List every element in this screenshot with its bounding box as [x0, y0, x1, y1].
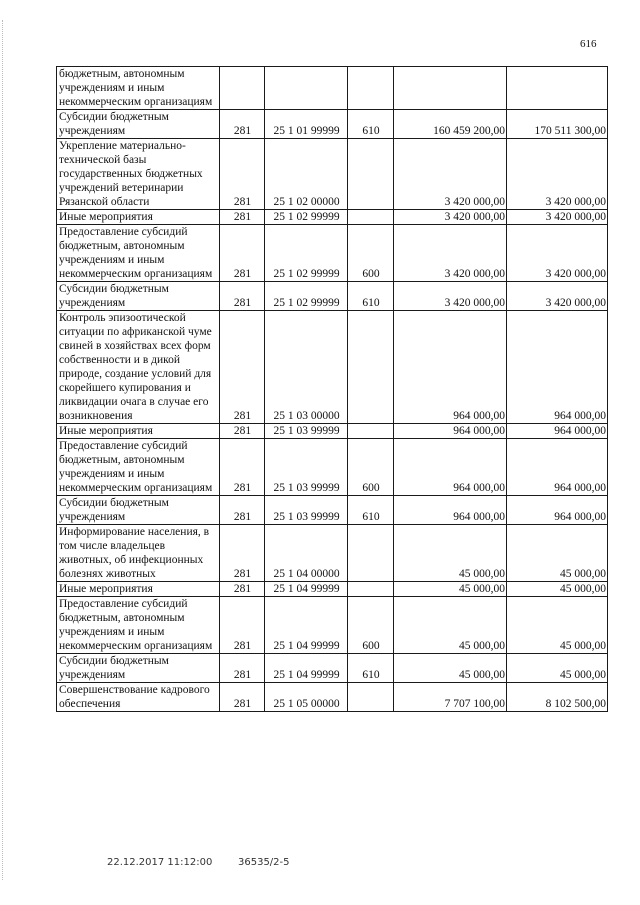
row-sum-2018-cell: 45 000,00: [394, 654, 507, 683]
budget-table-body: [57, 67, 608, 712]
row-vr-cell: [348, 210, 394, 225]
row-gr-cell: 281: [220, 282, 265, 311]
row-csr-cell: 25 1 02 99999: [265, 225, 348, 282]
row-csr-cell: 25 1 03 00000: [265, 311, 348, 424]
row-sum-2018-cell: 7 707 100,00: [394, 683, 507, 712]
row-sum-2019-cell: 45 000,00: [507, 525, 608, 582]
row-sum-2018-cell: 45 000,00: [394, 597, 507, 654]
row-csr-cell: 25 1 04 99999: [265, 582, 348, 597]
row-gr-cell: 281: [220, 225, 265, 282]
row-csr-cell: 25 1 02 00000: [265, 139, 348, 210]
row-gr-cell: 281: [220, 582, 265, 597]
page-number: 616: [580, 38, 597, 50]
row-csr-cell: 25 1 02 99999: [265, 210, 348, 225]
row-sum-2018-cell: 964 000,00: [394, 496, 507, 525]
row-sum-2019-cell: [507, 67, 608, 110]
row-vr-cell: 610: [348, 654, 394, 683]
table-row: [57, 525, 608, 582]
row-vr-cell: [348, 424, 394, 439]
row-name-cell: Укрепление материально-технической базы государственных бюджетных учреждений ветеринарии Рязанской области: [57, 139, 220, 210]
row-vr-cell: [348, 139, 394, 210]
table-row: [57, 597, 608, 654]
row-name-cell: Совершенствование кадрового обеспечения: [57, 683, 220, 712]
row-name-cell: Субсидии бюджетным учреждениям: [57, 282, 220, 311]
row-csr-cell: 25 1 04 00000: [265, 525, 348, 582]
row-sum-2018-cell: 160 459 200,00: [394, 110, 507, 139]
table-row: [57, 67, 608, 110]
row-gr-cell: 281: [220, 525, 265, 582]
row-gr-cell: 281: [220, 424, 265, 439]
row-vr-cell: [348, 67, 394, 110]
row-name-cell: Субсидии бюджетным учреждениям: [57, 654, 220, 683]
row-name-cell: Субсидии бюджетным учреждениям: [57, 496, 220, 525]
row-sum-2018-cell: 3 420 000,00: [394, 210, 507, 225]
row-csr-cell: 25 1 03 99999: [265, 496, 348, 525]
row-csr-cell: 25 1 05 00000: [265, 683, 348, 712]
row-sum-2018-cell: 964 000,00: [394, 311, 507, 424]
row-name-cell: Предоставление субсидий бюджетным, автономным учреждениям и иным некоммерческим организациям: [57, 439, 220, 496]
row-csr-cell: 25 1 04 99999: [265, 597, 348, 654]
row-sum-2019-cell: 45 000,00: [507, 582, 608, 597]
footer-doc-code: 36535/2-5: [238, 857, 290, 868]
row-name-cell: бюджетным, автономным учреждениям и иным некоммерческим организациям: [57, 67, 220, 110]
row-sum-2018-cell: 964 000,00: [394, 424, 507, 439]
row-sum-2019-cell: 45 000,00: [507, 597, 608, 654]
row-vr-cell: 610: [348, 110, 394, 139]
row-sum-2018-cell: 3 420 000,00: [394, 282, 507, 311]
footer-timestamp: 22.12.2017 11:12:00: [107, 857, 213, 868]
row-vr-cell: [348, 525, 394, 582]
budget-table: [56, 66, 608, 712]
row-name-cell: Контроль эпизоотической ситуации по африканской чуме свиней в хозяйствах всех форм собственности и в дикой природе, создание условий для скорейшего купирования и ликвидации очага в случае его возникновения: [57, 311, 220, 424]
scan-edge-marks: [2, 20, 6, 880]
table-row: [57, 282, 608, 311]
row-vr-cell: [348, 683, 394, 712]
row-vr-cell: 600: [348, 597, 394, 654]
row-name-cell: Предоставление субсидий бюджетным, автономным учреждениям и иным некоммерческим организациям: [57, 597, 220, 654]
row-gr-cell: 281: [220, 311, 265, 424]
row-csr-cell: 25 1 01 99999: [265, 110, 348, 139]
row-name-cell: Иные мероприятия: [57, 424, 220, 439]
row-sum-2019-cell: 964 000,00: [507, 496, 608, 525]
table-row: [57, 582, 608, 597]
row-sum-2018-cell: 964 000,00: [394, 439, 507, 496]
row-gr-cell: 281: [220, 496, 265, 525]
row-sum-2019-cell: 964 000,00: [507, 424, 608, 439]
row-name-cell: Субсидии бюджетным учреждениям: [57, 110, 220, 139]
row-sum-2019-cell: 3 420 000,00: [507, 225, 608, 282]
row-sum-2019-cell: 3 420 000,00: [507, 282, 608, 311]
row-sum-2018-cell: [394, 67, 507, 110]
table-row: [57, 225, 608, 282]
row-csr-cell: 25 1 03 99999: [265, 424, 348, 439]
row-gr-cell: 281: [220, 439, 265, 496]
row-name-cell: Иные мероприятия: [57, 582, 220, 597]
row-gr-cell: 281: [220, 654, 265, 683]
table-row: [57, 439, 608, 496]
row-sum-2019-cell: 8 102 500,00: [507, 683, 608, 712]
row-sum-2018-cell: 3 420 000,00: [394, 139, 507, 210]
row-vr-cell: 600: [348, 439, 394, 496]
row-sum-2018-cell: 45 000,00: [394, 582, 507, 597]
table-row: [57, 311, 608, 424]
row-csr-cell: [265, 67, 348, 110]
row-sum-2019-cell: 45 000,00: [507, 654, 608, 683]
row-sum-2018-cell: 45 000,00: [394, 525, 507, 582]
row-csr-cell: 25 1 03 99999: [265, 439, 348, 496]
row-sum-2019-cell: 964 000,00: [507, 439, 608, 496]
row-csr-cell: 25 1 04 99999: [265, 654, 348, 683]
row-gr-cell: [220, 67, 265, 110]
row-gr-cell: 281: [220, 210, 265, 225]
row-vr-cell: 600: [348, 225, 394, 282]
row-name-cell: Иные мероприятия: [57, 210, 220, 225]
row-vr-cell: [348, 582, 394, 597]
table-row: [57, 110, 608, 139]
row-sum-2019-cell: 3 420 000,00: [507, 139, 608, 210]
row-vr-cell: [348, 311, 394, 424]
row-sum-2019-cell: 170 511 300,00: [507, 110, 608, 139]
row-gr-cell: 281: [220, 683, 265, 712]
table-row: [57, 210, 608, 225]
table-row: [57, 496, 608, 525]
row-vr-cell: 610: [348, 496, 394, 525]
row-gr-cell: 281: [220, 110, 265, 139]
table-row: [57, 654, 608, 683]
row-sum-2019-cell: 3 420 000,00: [507, 210, 608, 225]
table-row: [57, 139, 608, 210]
table-row: [57, 683, 608, 712]
row-sum-2018-cell: 3 420 000,00: [394, 225, 507, 282]
table-row: [57, 424, 608, 439]
row-gr-cell: 281: [220, 139, 265, 210]
row-sum-2019-cell: 964 000,00: [507, 311, 608, 424]
row-gr-cell: 281: [220, 597, 265, 654]
row-name-cell: Предоставление субсидий бюджетным, автономным учреждениям и иным некоммерческим организациям: [57, 225, 220, 282]
row-csr-cell: 25 1 02 99999: [265, 282, 348, 311]
row-vr-cell: 610: [348, 282, 394, 311]
row-name-cell: Информирование населения, в том числе владельцев животных, об инфекционных болезнях животных: [57, 525, 220, 582]
